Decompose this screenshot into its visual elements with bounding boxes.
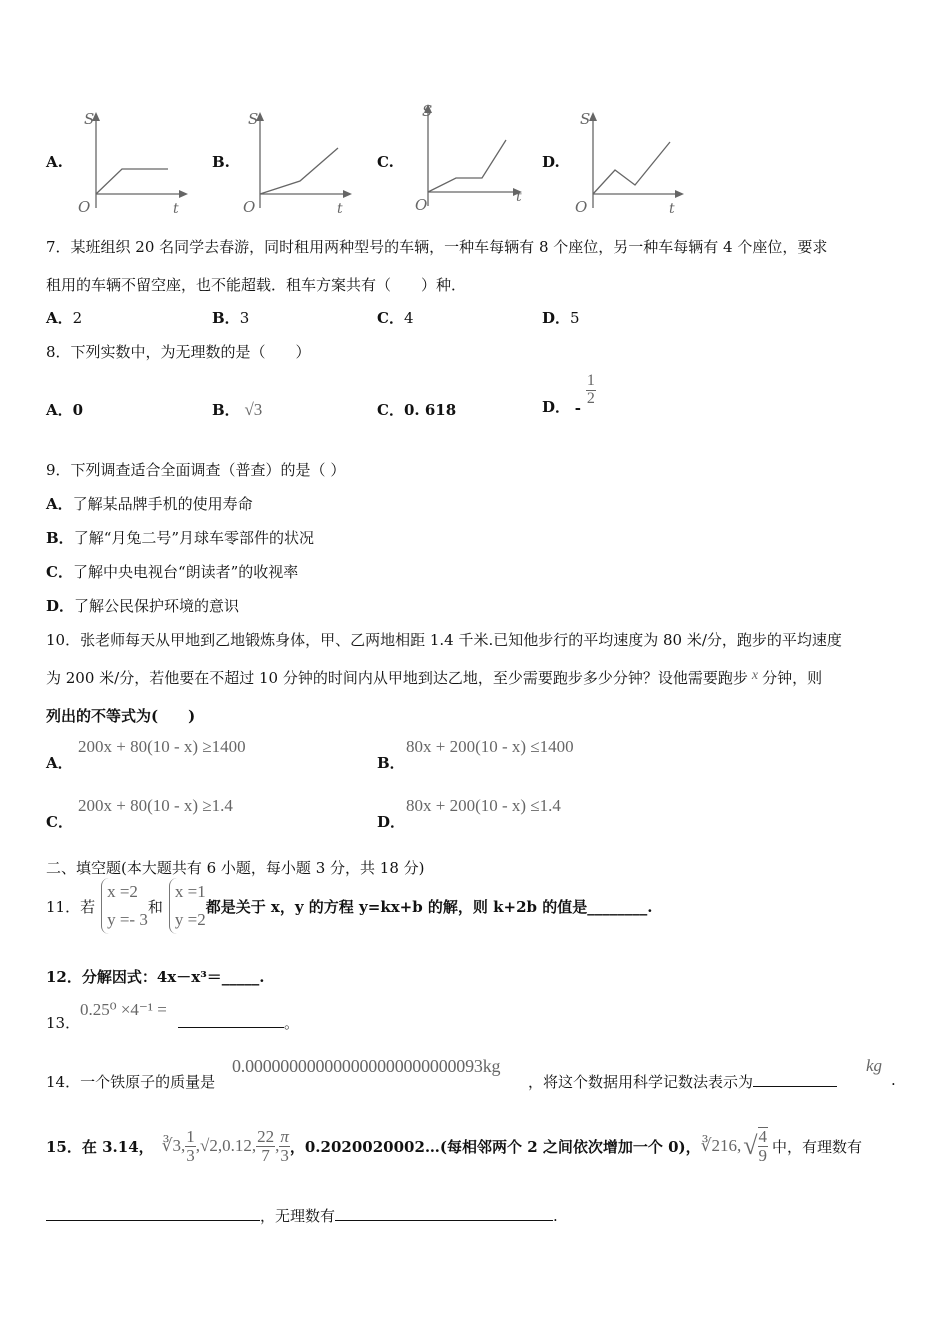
q10-b-expr: 80x + 200(10 - x) ≤1400 xyxy=(406,737,574,756)
q8-option-a xyxy=(46,399,83,420)
q11-system-1 xyxy=(101,878,148,934)
graph-d-t-label: t xyxy=(669,201,675,217)
q7-a-label: A． xyxy=(46,309,73,327)
graph-a-s-label: S xyxy=(84,110,95,128)
q8-a-label: A． xyxy=(46,401,73,419)
q15-line2 xyxy=(46,1205,558,1226)
q10-d-label: D． xyxy=(377,813,406,831)
q10-d-expr: 80x + 200(10 - x) ≤1.4 xyxy=(406,796,561,815)
graph-d-origin: O xyxy=(575,198,588,216)
q15-f1-num: 1 xyxy=(186,1126,195,1146)
q8-b-text: √3 xyxy=(244,400,263,419)
q10-line2-b: 分钟，则 xyxy=(762,669,823,687)
q7-d-label: D． xyxy=(542,309,571,327)
q9-b-label: B． xyxy=(46,529,74,547)
graph-c-s-label: S xyxy=(422,102,433,120)
q14-mid-text: ，将这个数据用科学记数法表示为 xyxy=(528,1073,754,1091)
q15-cuberoot-3: ∛3, xyxy=(161,1136,186,1155)
q6-option-c-label: C. xyxy=(377,153,394,171)
q8-d-numerator: 1 xyxy=(586,372,595,389)
q9-stem: 9．下列调查适合全面调查（普查）的是（ ） xyxy=(46,461,346,479)
graph-c-line xyxy=(428,140,506,192)
q8-c-text: 0. 618 xyxy=(403,401,457,419)
graph-b-origin: O xyxy=(243,198,256,216)
q13-number: 13． xyxy=(46,1014,81,1032)
q11-system-2 xyxy=(169,878,206,934)
q10-c-expr: 200x + 80(10 - x) ≥1.4 xyxy=(78,796,233,815)
q10-option-c xyxy=(46,811,73,832)
q10-variable: x xyxy=(751,668,759,683)
q7-stem-line1: 7．某班组织 20 名同学去春游，同时租用两种型号的车辆，一种车每辆有 8 个座位，另一种车每辆有 4 个座位，要求 xyxy=(46,238,828,256)
q15-f3-den: 3 xyxy=(280,1145,289,1165)
q15-frac-1-3 xyxy=(185,1128,196,1165)
section-2-title: 二、填空题(本大题共有 6 小题，每小题 3 分，共 18 分) xyxy=(46,859,425,877)
q15-frac-22-7 xyxy=(256,1128,275,1165)
q15-list-middle: ,√2,0.12, xyxy=(195,1136,257,1155)
q9-c-text: 了解中央电视台“朗读者”的收视率 xyxy=(72,563,299,581)
q15-f2-num: 22 xyxy=(257,1126,275,1146)
q10-line2-a: 为 200 米/分，若他要在不超过 10 分钟的时间内从甲地到达乙地，至少需要跑步多少分钟？设他需要跑步 xyxy=(46,669,748,687)
q11-sys2-eq2: y =2 xyxy=(174,910,206,929)
graph-b-line xyxy=(260,148,338,194)
q7-stem-line2: 租用的车辆不留空座，也不能超载．租车方案共有（ ）种． xyxy=(46,276,467,294)
graph-b-t-label: t xyxy=(337,201,343,217)
q14-end: . xyxy=(891,1071,896,1089)
q15-f2-den: 7 xyxy=(261,1145,270,1165)
q15-frac-pi-3 xyxy=(279,1128,290,1165)
q15-irrational-blank[interactable] xyxy=(335,1206,553,1221)
q10-option-d xyxy=(377,811,405,832)
q7-c-text: 4 xyxy=(403,309,414,327)
graph-a-t-label: t xyxy=(173,201,179,217)
q11-sys1-eq2: y =- 3 xyxy=(107,910,148,929)
q11-sys2-eq1: x =1 xyxy=(174,882,206,901)
q12: 12．分解因式：4x－x³＝_____. xyxy=(46,968,265,986)
q9-b-text: 了解“月兔二号”月球车零部件的状况 xyxy=(73,529,315,547)
q13-answer-blank[interactable] xyxy=(178,1013,284,1028)
q8-b-label: B． xyxy=(212,401,240,419)
q8-option-c xyxy=(377,399,456,420)
q11-prefix: 11．若 xyxy=(46,897,96,916)
q14-unit: kg xyxy=(866,1056,883,1075)
q10-option-a xyxy=(46,752,73,773)
q8-d-fraction xyxy=(586,373,596,408)
q10-stem-line2 xyxy=(46,667,822,688)
q6-option-d-label: D. xyxy=(542,153,560,171)
q7-option-a xyxy=(46,307,82,328)
q10-b-label: B． xyxy=(377,754,405,772)
graph-b xyxy=(236,108,356,220)
q9-a-label: A． xyxy=(46,495,73,513)
q13-end: 。 xyxy=(284,1014,300,1032)
q9-a-text: 了解某品牌手机的使用寿命 xyxy=(72,495,253,513)
q15-f1-den: 3 xyxy=(186,1145,195,1165)
q7-b-text: 3 xyxy=(239,309,250,327)
q15-sqrt-4-9 xyxy=(758,1127,769,1165)
q15-mid: ，0.2020020002…(每相邻两个 2 之间依次增加一个 0)， xyxy=(289,1137,701,1156)
q6-option-b-label: B. xyxy=(212,153,230,171)
graph-a xyxy=(70,108,190,220)
q10-stem-line3: 列出的不等式为( ) xyxy=(46,707,196,725)
q15-line2-end: . xyxy=(553,1207,558,1225)
q9-c-label: C． xyxy=(46,563,73,581)
q15-line2-mid: ，无理数有 xyxy=(260,1207,336,1225)
q7-c-label: C． xyxy=(377,309,404,327)
q15-sq-num: 4 xyxy=(758,1127,768,1147)
graph-a-line xyxy=(96,169,168,194)
graph-a-origin: O xyxy=(78,198,91,216)
q15-sq-den: 9 xyxy=(758,1146,768,1165)
q9-option-b xyxy=(46,527,314,548)
q8-d-sign: - xyxy=(574,399,582,417)
q11-suffix: 都是关于 x，y 的方程 y=kx+b 的解，则 k+2b 的值是________. xyxy=(205,897,653,916)
q8-d-label: D． xyxy=(542,398,571,416)
q13 xyxy=(46,1012,80,1033)
graph-d xyxy=(568,108,688,220)
q7-a-text: 2 xyxy=(72,309,83,327)
q10-stem-line1: 10．张老师每天从甲地到乙地锻炼身体，甲、乙两地相距 1.4 千米.已知他步行的平均速度为 80 米/分，跑步的平均速度 xyxy=(46,631,842,649)
q10-option-b xyxy=(377,752,405,773)
q14-value: 0.000000000000000000000000093kg xyxy=(232,1056,501,1076)
q10-a-expr: 200x + 80(10 - x) ≥1400 xyxy=(78,737,246,756)
q15-prefix: 15．在 3.14， xyxy=(46,1137,154,1156)
graph-d-s-label: S xyxy=(580,110,591,128)
q15-cuberoot-216: ∛216, xyxy=(700,1136,742,1155)
q13-answer xyxy=(178,1012,299,1033)
q9-d-label: D． xyxy=(46,597,75,615)
q15-suffix: 中，有理数有 xyxy=(772,1137,863,1156)
q14-prefix: 14．一个铁原子的质量是 xyxy=(46,1073,216,1091)
q15-f3-num: π xyxy=(280,1126,289,1146)
q15-rational-blank[interactable] xyxy=(46,1206,260,1221)
q8-d-denominator: 2 xyxy=(586,389,595,407)
q14-mid xyxy=(528,1071,837,1092)
q10-c-label: C． xyxy=(46,813,73,831)
q9-option-c xyxy=(46,561,298,582)
q13-expr: 0.25⁰ ×4⁻¹ = xyxy=(80,1000,167,1019)
q10-a-label: A． xyxy=(46,754,73,772)
graph-d-line xyxy=(593,142,670,194)
q7-d-text: 5 xyxy=(570,309,580,327)
q9-option-d xyxy=(46,595,239,616)
q8-c-label: C． xyxy=(377,401,404,419)
q7-option-c xyxy=(377,307,414,328)
graph-c-origin: O xyxy=(415,196,428,214)
q7-option-d xyxy=(542,307,580,328)
q9-d-text: 了解公民保护环境的意识 xyxy=(74,597,240,615)
graph-c-t-label: t xyxy=(516,189,522,205)
q9-option-a xyxy=(46,493,253,514)
q11-sys1-eq1: x =2 xyxy=(107,882,138,901)
q7-b-label: B． xyxy=(212,309,240,327)
q8-option-b xyxy=(212,399,262,420)
q8-option-d xyxy=(542,373,596,416)
graph-c xyxy=(406,100,530,218)
graph-b-s-label: S xyxy=(248,110,259,128)
q7-option-b xyxy=(212,307,249,328)
q8-stem: 8．下列实数中，为无理数的是（ ） xyxy=(46,343,311,361)
q6-option-a-label: A. xyxy=(46,153,63,171)
q11 xyxy=(46,876,652,936)
q15: 15．在 3.14， ∛3, $\frac{1}{3}$ ,√2,0.12, $\frac{22}{7}$ , $\frac{\pi}{3}$ ，0.2020020002…(每相邻两个 2 之间依次增加一个 0)， ∛216, √ $\frac{4}{9}$ 中，有理数有 xyxy=(46,1126,863,1165)
q14-answer-blank[interactable] xyxy=(753,1072,837,1087)
q8-a-text: 0 xyxy=(72,401,84,419)
q11-and: 和 xyxy=(147,897,163,916)
